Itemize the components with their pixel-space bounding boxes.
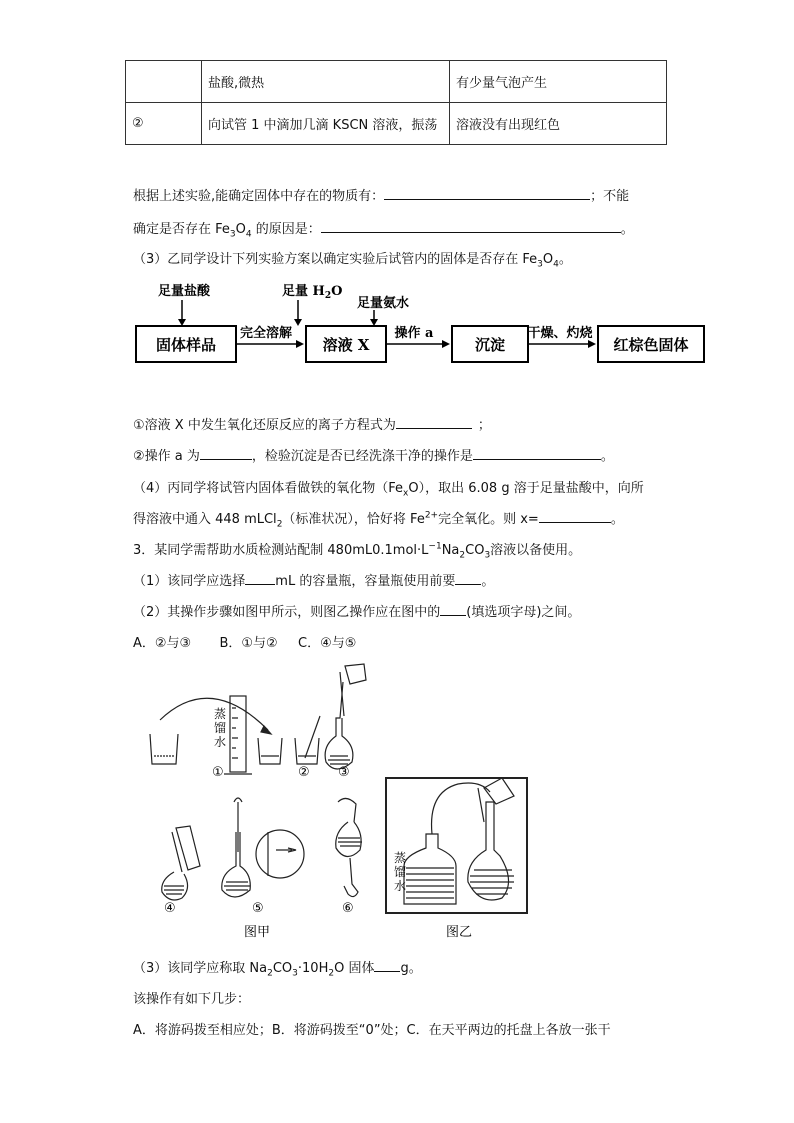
table-cell-op: 向试管 1 中滴加几滴 KSCN 溶液，振荡 bbox=[202, 103, 450, 145]
option-a[interactable]: A．②与③ bbox=[133, 636, 192, 651]
apparatus-figures bbox=[140, 652, 540, 947]
distilled-water-label: 蒸 bbox=[214, 707, 227, 721]
question-line-1: ①溶液 X 中发生氧化还原反应的离子方程式为 ； bbox=[133, 418, 491, 433]
question-4-line2: 得溶液中通入 448 mLCl$_2$（标准状况），恰好将 $Fe^{2+}$完全氧化。则 x= 。 bbox=[133, 510, 624, 530]
arrow-head bbox=[178, 319, 186, 326]
svg-text:馏: 馏 bbox=[394, 865, 407, 879]
answer-blank[interactable] bbox=[374, 959, 400, 972]
hand-6 bbox=[338, 798, 356, 822]
answer-blank[interactable] bbox=[245, 572, 275, 585]
meniscus-magnifier bbox=[256, 830, 304, 878]
answer-blank[interactable] bbox=[384, 187, 590, 200]
answer-blank[interactable] bbox=[440, 603, 466, 616]
reagent-ammonia-label: 足量氨水 bbox=[357, 296, 410, 311]
reagent-h2o-label: 足量 $H_2O$ bbox=[282, 284, 343, 301]
beaker-2 bbox=[258, 738, 282, 764]
svg-text:馏: 馏 bbox=[214, 721, 227, 735]
beaker-1 bbox=[150, 734, 178, 764]
distilled-water-label-yi: 蒸 bbox=[394, 851, 407, 865]
bottle-water bbox=[404, 834, 456, 904]
option-b[interactable]: B．①与② bbox=[219, 636, 278, 651]
reagent-hcl-label: 足量盐酸 bbox=[158, 284, 211, 299]
arrow-head bbox=[296, 340, 304, 348]
svg-text:固体样品: 固体样品 bbox=[155, 336, 217, 354]
caption-fig-jia: 图甲 bbox=[244, 925, 271, 940]
volumetric-flask-yi bbox=[468, 802, 509, 900]
flowchart bbox=[120, 278, 710, 373]
answer-options bbox=[133, 632, 356, 651]
answer-blank[interactable] bbox=[200, 447, 252, 460]
problem-3-q3: （3）该同学应称取 $Na_2CO_3\cdot 10H_2O$ 固体 g。 bbox=[133, 961, 422, 979]
label-step-4: ④ bbox=[164, 901, 176, 916]
svg-text:红棕色固体: 红棕色固体 bbox=[613, 336, 689, 354]
problem-3-q1: （1）该同学应选择 mL 的容量瓶，容量瓶使用前要 。 bbox=[133, 574, 495, 589]
svg-text:水: 水 bbox=[214, 735, 227, 749]
table-cell-op: 盐酸,微热 bbox=[202, 61, 450, 103]
label-step-1: ① bbox=[212, 765, 224, 780]
para1-line2: 确定是否存在 $Fe_3O_4$ 的原因是： 。 bbox=[133, 222, 634, 240]
para1-line1: 根据上述实验,能确定固体中存在的物质有： ；不能 bbox=[133, 189, 630, 204]
table-cell-result: 溶液没有出现红色 bbox=[450, 103, 667, 145]
arrow-head bbox=[294, 319, 302, 326]
label-step-6: ⑥ bbox=[342, 901, 354, 916]
table-cell-result: 有少量气泡产生 bbox=[450, 61, 667, 103]
arrow-label-dissolve: 完全溶解 bbox=[239, 326, 293, 341]
glass-rod-yi bbox=[478, 788, 484, 822]
label-step-5: ⑤ bbox=[252, 901, 264, 916]
label-step-2: ② bbox=[298, 765, 310, 780]
label-step-3: ③ bbox=[338, 765, 350, 780]
test-tube-4 bbox=[172, 832, 182, 872]
steps-intro: 该操作有如下几步： bbox=[133, 992, 251, 1007]
problem-3-q2: （2）其操作步骤如图甲所示，则图乙操作应在图中的 (填选项字母)之间。 bbox=[133, 605, 581, 620]
arrow-head bbox=[370, 319, 378, 326]
problem-3-stem: 3．某同学需帮助水质检测站配制 $480mL0.1mol\cdot L^{-1}Na_2CO_3$溶液以备使用。 bbox=[133, 541, 582, 561]
table-row bbox=[126, 103, 667, 145]
question-line-2: ②操作 a 为 ，检验沉淀是否已经洗涤干净的操作是 。 bbox=[133, 449, 614, 464]
table-row bbox=[126, 61, 667, 103]
arrow-label-operation-a: 操作 a bbox=[394, 326, 434, 341]
question-4-line1: （4）丙同学将试管内固体看做铁的氧化物$(Fe_xO)$，取出 6.08 g 溶于足量盐酸中，向所 bbox=[133, 481, 644, 499]
option-c[interactable]: C．④与⑤ bbox=[298, 636, 357, 651]
caption-fig-yi: 图乙 bbox=[446, 925, 473, 940]
arrow-head bbox=[588, 340, 596, 348]
answer-blank[interactable] bbox=[473, 447, 601, 460]
table-cell-num: ② bbox=[126, 103, 202, 145]
experiment-table bbox=[125, 60, 667, 145]
beaker-pour bbox=[345, 664, 366, 684]
volumetric-flask-5 bbox=[222, 832, 251, 897]
arrow-label-dry-burn: 干燥、灼烧 bbox=[527, 326, 593, 341]
steps-text: A．将游码拨至相应处；B．将游码拨至“0”处；C．在天平两边的托盘上各放一张干 bbox=[133, 1023, 611, 1038]
volumetric-flask-6 bbox=[336, 822, 361, 857]
answer-blank[interactable] bbox=[321, 220, 621, 233]
arrow-head bbox=[442, 340, 450, 348]
answer-blank[interactable] bbox=[539, 510, 611, 523]
question-3-text: （3）乙同学设计下列实验方案以确定实验后试管内的固体是否存在 $Fe_3O_4$。 bbox=[133, 252, 572, 270]
svg-text:沉淀: 沉淀 bbox=[474, 336, 506, 354]
table-cell-num bbox=[126, 61, 202, 103]
answer-blank[interactable] bbox=[396, 416, 472, 429]
svg-text:水: 水 bbox=[394, 879, 407, 893]
answer-blank[interactable] bbox=[455, 572, 481, 585]
svg-text:溶液 X: 溶液 X bbox=[322, 336, 370, 354]
